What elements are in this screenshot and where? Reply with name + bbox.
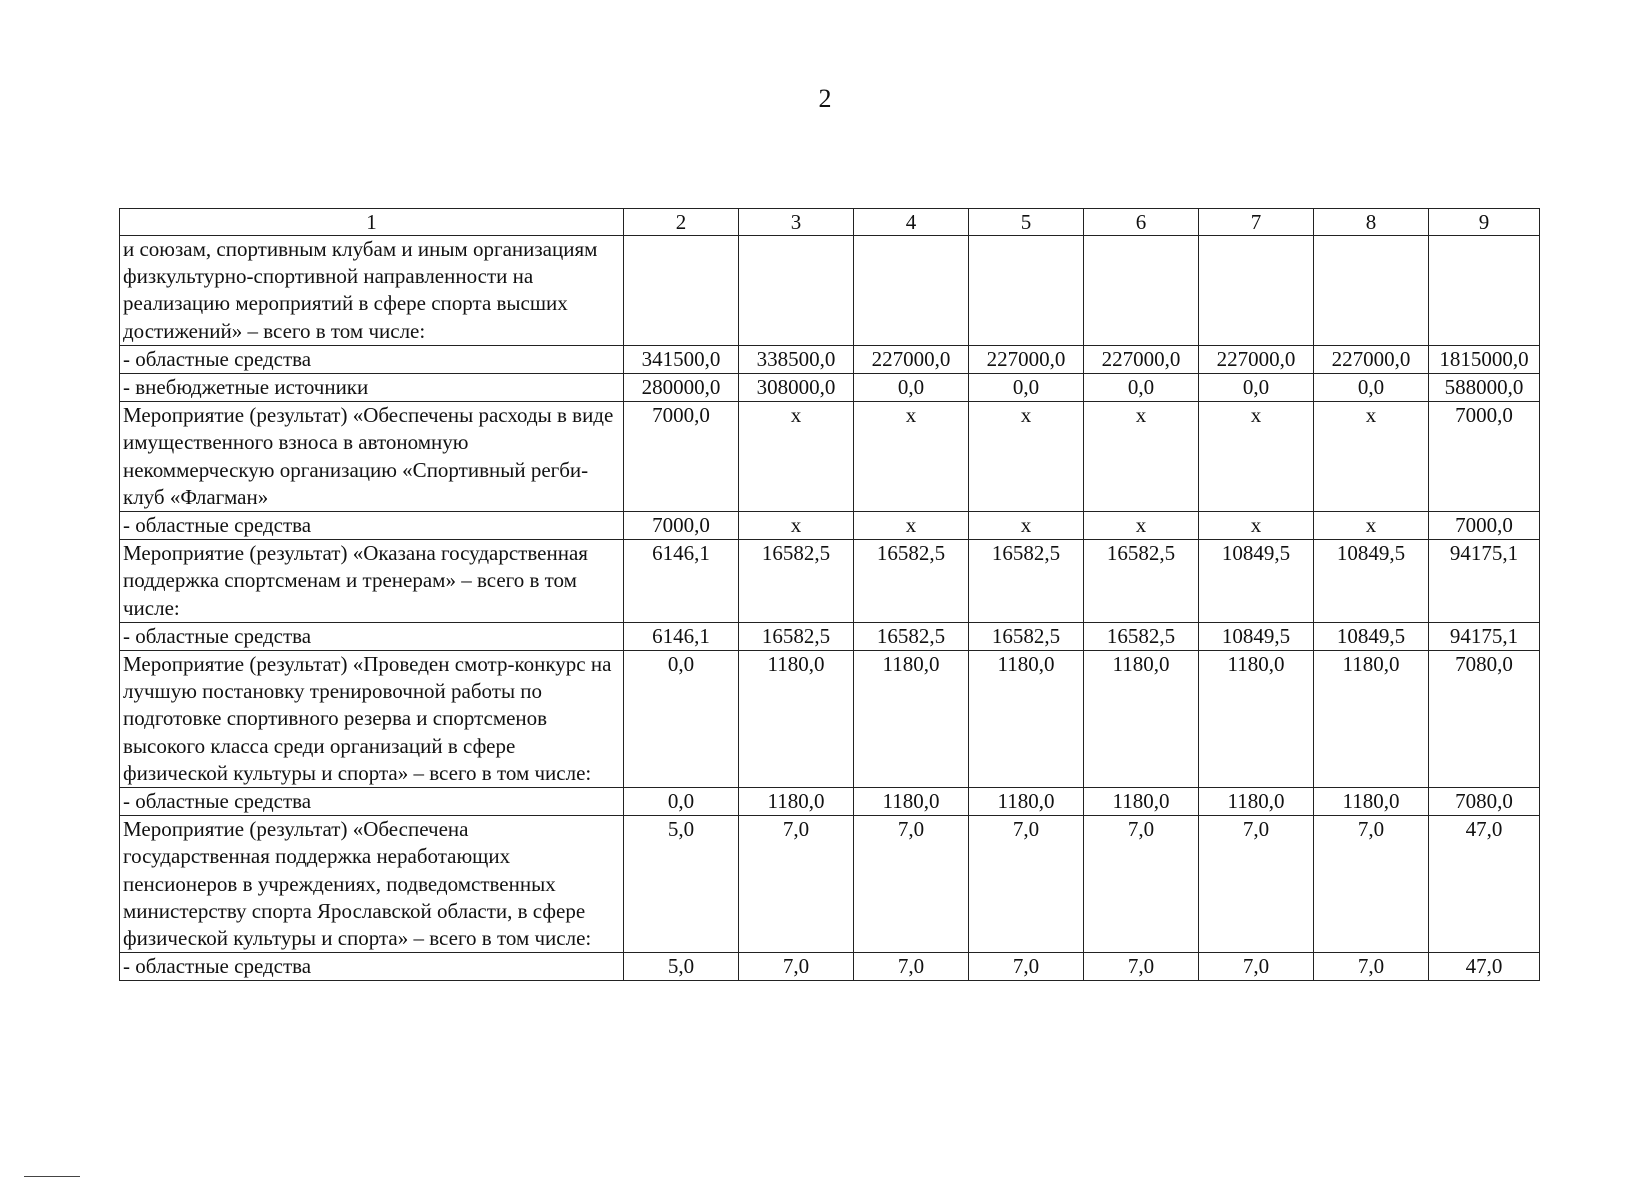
value-cell: 7,0 — [1199, 953, 1314, 981]
table-body — [120, 209, 1540, 981]
table-row-source — [120, 512, 1540, 540]
value-cell: 16582,5 — [739, 622, 854, 650]
row-label: - областные средства — [120, 512, 624, 540]
value-cell: 10849,5 — [1199, 540, 1314, 623]
value-cell: 341500,0 — [624, 345, 739, 373]
value-cell: 7,0 — [1314, 816, 1429, 953]
value-cell: 1180,0 — [854, 788, 969, 816]
table-row-activity — [120, 651, 1540, 788]
value-cell: x — [1314, 402, 1429, 512]
value-cell: 5,0 — [624, 953, 739, 981]
value-cell: 1180,0 — [1084, 651, 1199, 788]
value-cell: x — [1314, 512, 1429, 540]
value-cell: 7,0 — [969, 816, 1084, 953]
value-cell: 227000,0 — [1314, 345, 1429, 373]
value-cell: 1180,0 — [739, 788, 854, 816]
value-cell: x — [739, 512, 854, 540]
budget-table — [119, 208, 1540, 981]
value-cell — [739, 236, 854, 346]
value-cell: 227000,0 — [1199, 345, 1314, 373]
footer-divider — [24, 1176, 80, 1177]
value-cell: x — [969, 402, 1084, 512]
header-cell: 6 — [1084, 209, 1199, 236]
value-cell: 16582,5 — [969, 622, 1084, 650]
header-cell: 8 — [1314, 209, 1429, 236]
value-cell: 7,0 — [854, 816, 969, 953]
row-label: - областные средства — [120, 953, 624, 981]
header-cell: 5 — [969, 209, 1084, 236]
value-cell: 0,0 — [1314, 374, 1429, 402]
value-cell: 94175,1 — [1429, 540, 1540, 623]
header-cell: 3 — [739, 209, 854, 236]
value-cell: 7000,0 — [1429, 512, 1540, 540]
table-row-activity — [120, 540, 1540, 623]
value-cell — [1429, 236, 1540, 346]
value-cell — [854, 236, 969, 346]
table-header-row — [120, 209, 1540, 236]
value-cell: 1180,0 — [1314, 788, 1429, 816]
value-cell: 7,0 — [1084, 953, 1199, 981]
value-cell: 7,0 — [854, 953, 969, 981]
value-cell: 7,0 — [1084, 816, 1199, 953]
row-label: Мероприятие (результат) «Обеспечена государственная поддержка неработающих пенсионеров в учреждениях, подведомственных министерству спорта Ярославской области, в сфере физической культуры и спорта» – всего в том числе: — [120, 816, 624, 953]
value-cell: 7,0 — [969, 953, 1084, 981]
row-label: Мероприятие (результат) «Оказана государственная поддержка спортсменам и тренерам» – всего в том числе: — [120, 540, 624, 623]
header-cell: 7 — [1199, 209, 1314, 236]
table-row-source — [120, 622, 1540, 650]
value-cell: 1180,0 — [1199, 788, 1314, 816]
row-label: - областные средства — [120, 345, 624, 373]
value-cell: 16582,5 — [854, 622, 969, 650]
value-cell: 7,0 — [1199, 816, 1314, 953]
header-cell: 4 — [854, 209, 969, 236]
value-cell: 47,0 — [1429, 953, 1540, 981]
value-cell: 6146,1 — [624, 540, 739, 623]
row-label: и союзам, спортивным клубам и иным организациям физкультурно-спортивной направленности на реализацию мероприятий в сфере спорта высших достижений» – всего в том числе: — [120, 236, 624, 346]
value-cell — [1314, 236, 1429, 346]
value-cell: 0,0 — [624, 651, 739, 788]
value-cell: 308000,0 — [739, 374, 854, 402]
value-cell: x — [1199, 512, 1314, 540]
value-cell: 16582,5 — [1084, 622, 1199, 650]
row-label: - областные средства — [120, 622, 624, 650]
row-label: Мероприятие (результат) «Проведен смотр-конкурс на лучшую постановку тренировочной работы по подготовке спортивного резерва и спортсменов высокого класса среди организаций в сфере физической культуры и спорта» – всего в том числе: — [120, 651, 624, 788]
table-row-activity — [120, 236, 1540, 346]
value-cell: 1180,0 — [969, 651, 1084, 788]
value-cell: 0,0 — [1199, 374, 1314, 402]
value-cell: 1180,0 — [1084, 788, 1199, 816]
value-cell: x — [969, 512, 1084, 540]
value-cell — [624, 236, 739, 346]
row-label: Мероприятие (результат) «Обеспечены расходы в виде имущественного взноса в автономную некоммерческую организацию «Спортивный регби-клуб «Флагман» — [120, 402, 624, 512]
value-cell: 7080,0 — [1429, 788, 1540, 816]
value-cell: 0,0 — [854, 374, 969, 402]
value-cell: 1180,0 — [739, 651, 854, 788]
value-cell: 16582,5 — [854, 540, 969, 623]
value-cell: 47,0 — [1429, 816, 1540, 953]
value-cell: 1180,0 — [1199, 651, 1314, 788]
page-number: 2 — [818, 84, 832, 113]
header-cell: 1 — [120, 209, 624, 236]
value-cell: 10849,5 — [1199, 622, 1314, 650]
value-cell: 7000,0 — [624, 402, 739, 512]
value-cell: 588000,0 — [1429, 374, 1540, 402]
value-cell — [1199, 236, 1314, 346]
value-cell: 6146,1 — [624, 622, 739, 650]
value-cell: 7000,0 — [1429, 402, 1540, 512]
table-row-source — [120, 374, 1540, 402]
value-cell: 0,0 — [1084, 374, 1199, 402]
value-cell: 227000,0 — [1084, 345, 1199, 373]
value-cell — [969, 236, 1084, 346]
row-label: - внебюджетные источники — [120, 374, 624, 402]
value-cell: 280000,0 — [624, 374, 739, 402]
table-row-activity — [120, 816, 1540, 953]
value-cell: 1180,0 — [854, 651, 969, 788]
value-cell: x — [1084, 402, 1199, 512]
table-row-source — [120, 345, 1540, 373]
table-row-source — [120, 788, 1540, 816]
value-cell: 0,0 — [624, 788, 739, 816]
value-cell: 7,0 — [1314, 953, 1429, 981]
value-cell: 7,0 — [739, 816, 854, 953]
value-cell: 5,0 — [624, 816, 739, 953]
table-row-source — [120, 953, 1540, 981]
value-cell: 7,0 — [739, 953, 854, 981]
table-row-activity — [120, 402, 1540, 512]
value-cell: 1180,0 — [1314, 651, 1429, 788]
value-cell: 10849,5 — [1314, 540, 1429, 623]
value-cell: x — [854, 512, 969, 540]
value-cell: 1180,0 — [969, 788, 1084, 816]
value-cell: 338500,0 — [739, 345, 854, 373]
value-cell: 16582,5 — [1084, 540, 1199, 623]
value-cell: 1815000,0 — [1429, 345, 1540, 373]
value-cell: 7080,0 — [1429, 651, 1540, 788]
value-cell: x — [1199, 402, 1314, 512]
value-cell: x — [739, 402, 854, 512]
value-cell: x — [854, 402, 969, 512]
header-cell: 9 — [1429, 209, 1540, 236]
value-cell: 94175,1 — [1429, 622, 1540, 650]
value-cell: 227000,0 — [854, 345, 969, 373]
row-label: - областные средства — [120, 788, 624, 816]
value-cell: 16582,5 — [739, 540, 854, 623]
value-cell: 16582,5 — [969, 540, 1084, 623]
value-cell: 7000,0 — [624, 512, 739, 540]
value-cell: 0,0 — [969, 374, 1084, 402]
header-cell: 2 — [624, 209, 739, 236]
value-cell: x — [1084, 512, 1199, 540]
value-cell: 10849,5 — [1314, 622, 1429, 650]
value-cell — [1084, 236, 1199, 346]
value-cell: 227000,0 — [969, 345, 1084, 373]
